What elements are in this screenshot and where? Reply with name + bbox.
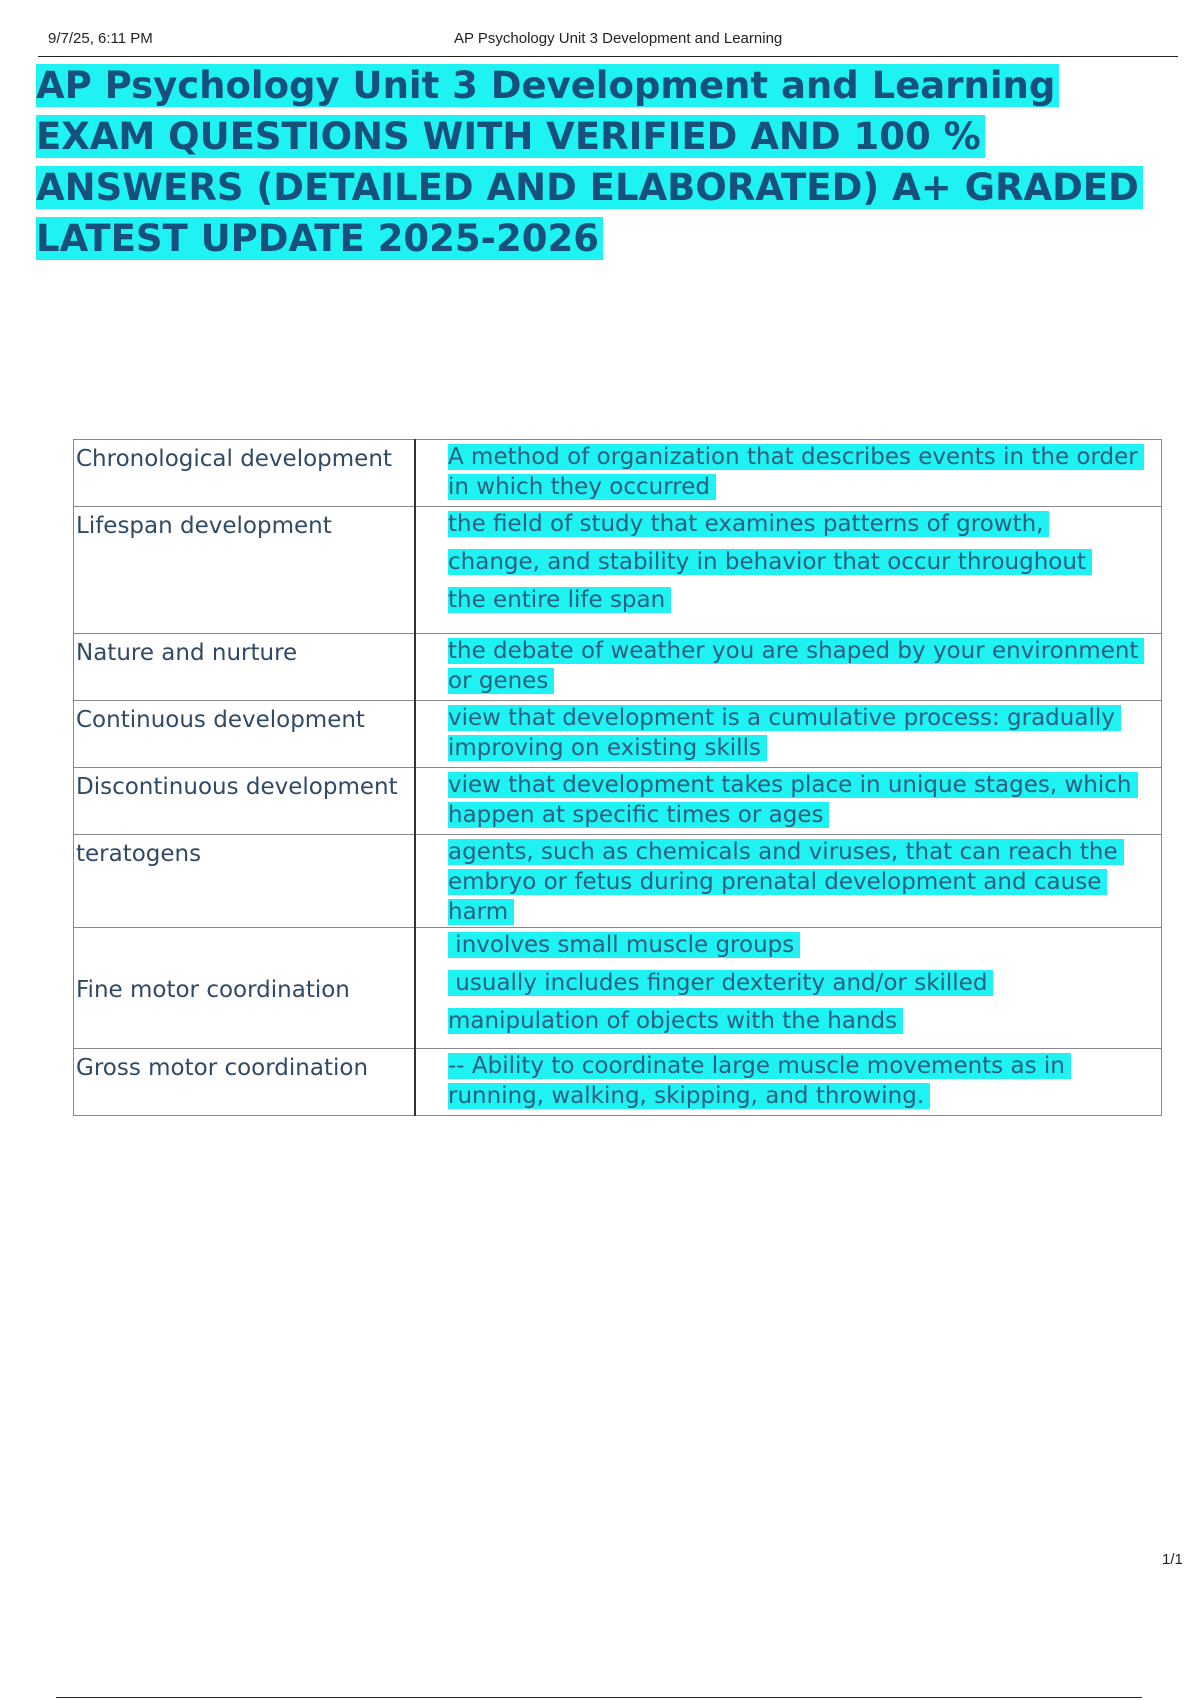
term-cell: Continuous development xyxy=(74,701,416,768)
definition-line xyxy=(448,968,1155,998)
term-cell: Fine motor coordination xyxy=(74,928,416,1049)
table-row xyxy=(74,507,1162,634)
definition-cell xyxy=(415,835,1162,928)
definition-line xyxy=(448,547,1155,577)
definition-text: the entire life span xyxy=(448,587,671,613)
table-row xyxy=(74,928,1162,1049)
definition-text: view that development is a cumulative process: gradually improving on existing skills xyxy=(448,705,1121,761)
definition-text: view that development takes place in unique stages, which happen at specific times or ages xyxy=(448,772,1138,828)
definition-text: the debate of weather you are shaped by your environment or genes xyxy=(448,638,1144,694)
header-divider xyxy=(38,56,1178,57)
definition-text: involves small muscle groups xyxy=(448,932,800,958)
definition-line xyxy=(448,1006,1155,1036)
table-row xyxy=(74,701,1162,768)
table-row xyxy=(74,634,1162,701)
document-title xyxy=(36,60,1166,264)
terms-table xyxy=(73,439,1162,1116)
definition-cell xyxy=(415,701,1162,768)
definition-cell xyxy=(415,507,1162,634)
definition-text: agents, such as chemicals and viruses, that can reach the embryo or fetus during prenatal development and cause harm xyxy=(448,839,1124,925)
page-number: 1/1 xyxy=(1162,1551,1183,1568)
definition-cell xyxy=(415,768,1162,835)
footer-divider xyxy=(56,1697,1142,1698)
document-title-text: AP Psychology Unit 3 Development and Learning EXAM QUESTIONS WITH VERIFIED AND 100 % ANSWERS (DETAILED AND ELABORATED) A+ GRADED LATEST UPDATE 2025-2026 xyxy=(36,64,1143,260)
term-cell: Nature and nurture xyxy=(74,634,416,701)
print-datetime: 9/7/25, 6:11 PM xyxy=(48,30,153,47)
term-cell: teratogens xyxy=(74,835,416,928)
definition-cell xyxy=(415,1049,1162,1116)
definition-cell xyxy=(415,634,1162,701)
definition-text: the field of study that examines patterns of growth, xyxy=(448,511,1049,537)
definition-text: change, and stability in behavior that occur throughout xyxy=(448,549,1092,575)
definition-line xyxy=(448,509,1155,539)
term-cell: Chronological development xyxy=(74,440,416,507)
table-row xyxy=(74,1049,1162,1116)
definition-line xyxy=(448,930,1155,960)
definition-cell xyxy=(415,928,1162,1049)
print-page-title: AP Psychology Unit 3 Development and Learning xyxy=(454,30,783,47)
table-row xyxy=(74,440,1162,507)
term-cell: Lifespan development xyxy=(74,507,416,634)
term-cell: Gross motor coordination xyxy=(74,1049,416,1116)
definition-cell xyxy=(415,440,1162,507)
term-cell: Discontinuous development xyxy=(74,768,416,835)
definition-text: manipulation of objects with the hands xyxy=(448,1008,903,1034)
definition-text: usually includes finger dexterity and/or skilled xyxy=(448,970,993,996)
table-row xyxy=(74,835,1162,928)
definition-text: A method of organization that describes events in the order in which they occurred xyxy=(448,444,1144,500)
definition-line xyxy=(448,585,1155,615)
definition-text: -- Ability to coordinate large muscle movements as in running, walking, skipping, and throwing. xyxy=(448,1053,1071,1109)
table-row xyxy=(74,768,1162,835)
